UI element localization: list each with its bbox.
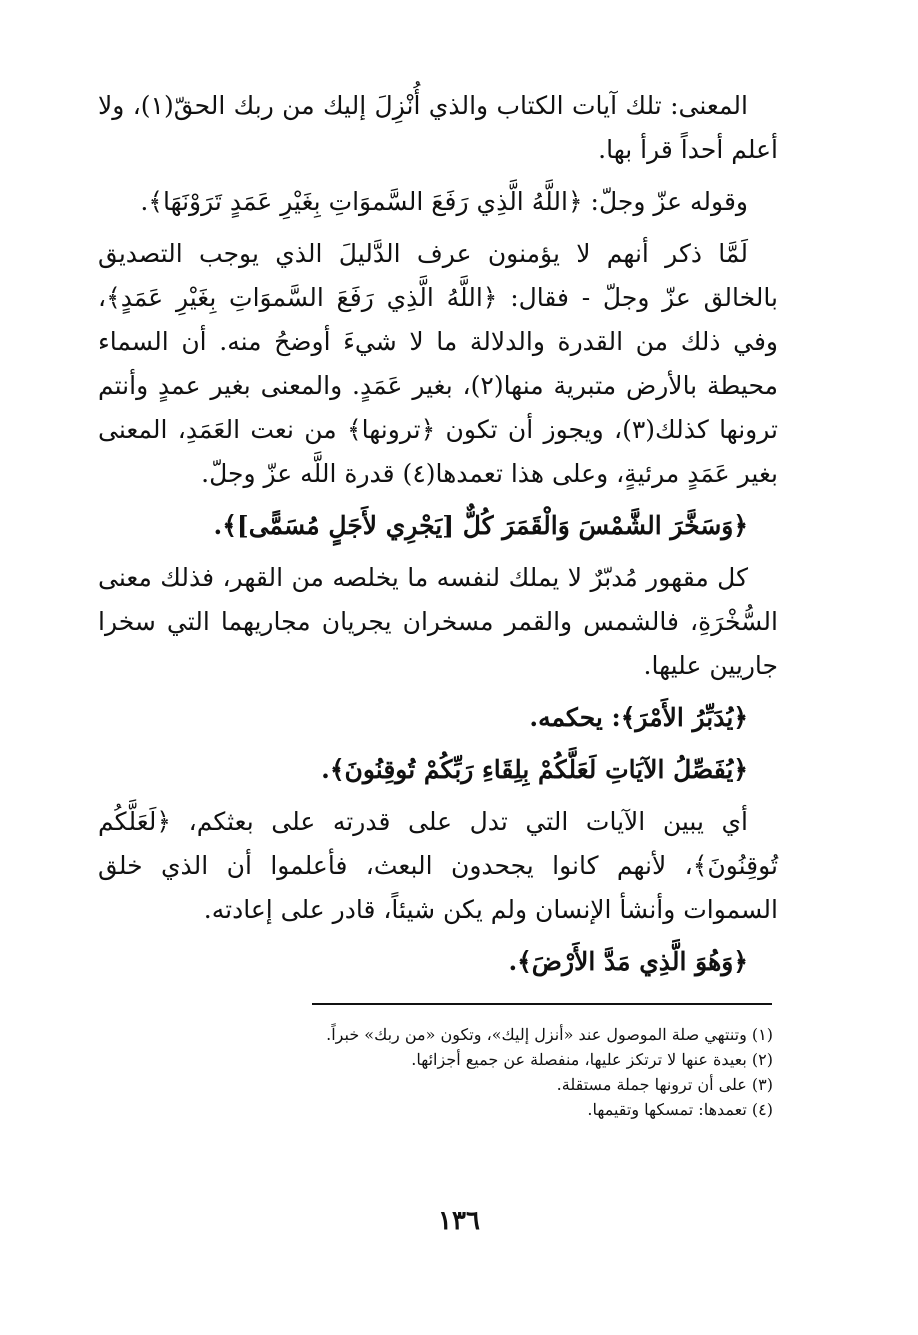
paragraph-resurrection: أي يبين الآيات التي تدل على قدرته على بعثكم، ﴿لَعَلَّكُم تُوقِنُونَ﴾، لأنهم كانوا يجحدون البعث، فأعلموا أن الذي خلق السموات وأنشأ الإنسان ولم يكن شيئاً، قادر على إعادته. [98,807,778,924]
verse-signs: ﴿يُفَصِّلُ الآيَاتِ لَعَلَّكُمْ بِلِقَاءِ رَبِّكُمْ تُوقِنُونَ﴾. [321,755,748,784]
paragraph-subjugation: كل مقهور مُدبّرٌ لا يملك لنفسه ما يخلصه من القهر، فذلك معنى السُّخْرَةِ، فالشمس والقمر مسخران يجريان مجاريهما التي سخرا جاريين عليها. [98,563,778,680]
page-number: ١٣٦ [438,1206,480,1236]
footnote-2: (٢) بعيدة عنها لا ترتكز عليها، منفصلة عن جميع أجزائها. [411,1050,773,1069]
verse-sun-moon: ﴿وَسَخَّرَ الشَّمْسَ وَالْقَمَرَ كُلٌّ [يَجْرِي لأَجَلٍ مُسَمًّى]﴾. [213,511,748,540]
paragraph-quote-verse: وقوله عزّ وجلّ: ﴿اللَّهُ الَّذِي رَفَعَ السَّموَاتِ بِغَيْرِ عَمَدٍ تَرَوْنَهَا﴾. [140,187,748,216]
footnote-1: (١) وتنتهي صلة الموصول عند «أنزل إليك»، وتكون «من ربك» خبراً. [326,1025,773,1044]
paragraph-commentary: لَمَّا ذكر أنهم لا يؤمنون عرف الدَّليلَ الذي يوجب التصديق بالخالق عزّ وجلّ - فقال: ﴿اللَّهُ الَّذِي رَفَعَ السَّموَاتِ بِغَيْرِ عَمَدٍ﴾، وفي ذلك من القدرة والدلالة ما لا شيءَ أوضحُ منه. أن السماء محيطة بالأرض متبرية منها(٢)، بغير عَمَدٍ. والمعنى بغير عمدٍ وأنتم ترونها كذلك(٣)، ويجوز أن تكون ﴿ترونها﴾ من نعت العَمَدِ، المعنى بغير عَمَدٍ مرئيةٍ، وعلى هذا تعمدها(٤) قدرة اللَّه عزّ وجلّ. [98,239,778,488]
main-text [98,84,778,992]
verse-command: ﴿يُدَبِّرُ الأَمْرَ﴾: يحكمه. [529,703,748,732]
footnotes [133,1022,773,1122]
footnote-4: (٤) تعمدها: تمسكها وتقيمها. [587,1100,773,1119]
paragraph-meaning: المعنى: تلك آيات الكتاب والذي أُنْزِلَ إليك من ربك الحقّ(١)، ولا أعلم أحداً قرأ بها. [98,91,778,164]
verse-earth: ﴿وَهُوَ الَّذِي مَدَّ الأَرْضَ﴾. [508,947,748,976]
footnote-3: (٣) على أن ترونها جملة مستقلة. [556,1075,773,1094]
footnote-divider [312,1003,772,1005]
